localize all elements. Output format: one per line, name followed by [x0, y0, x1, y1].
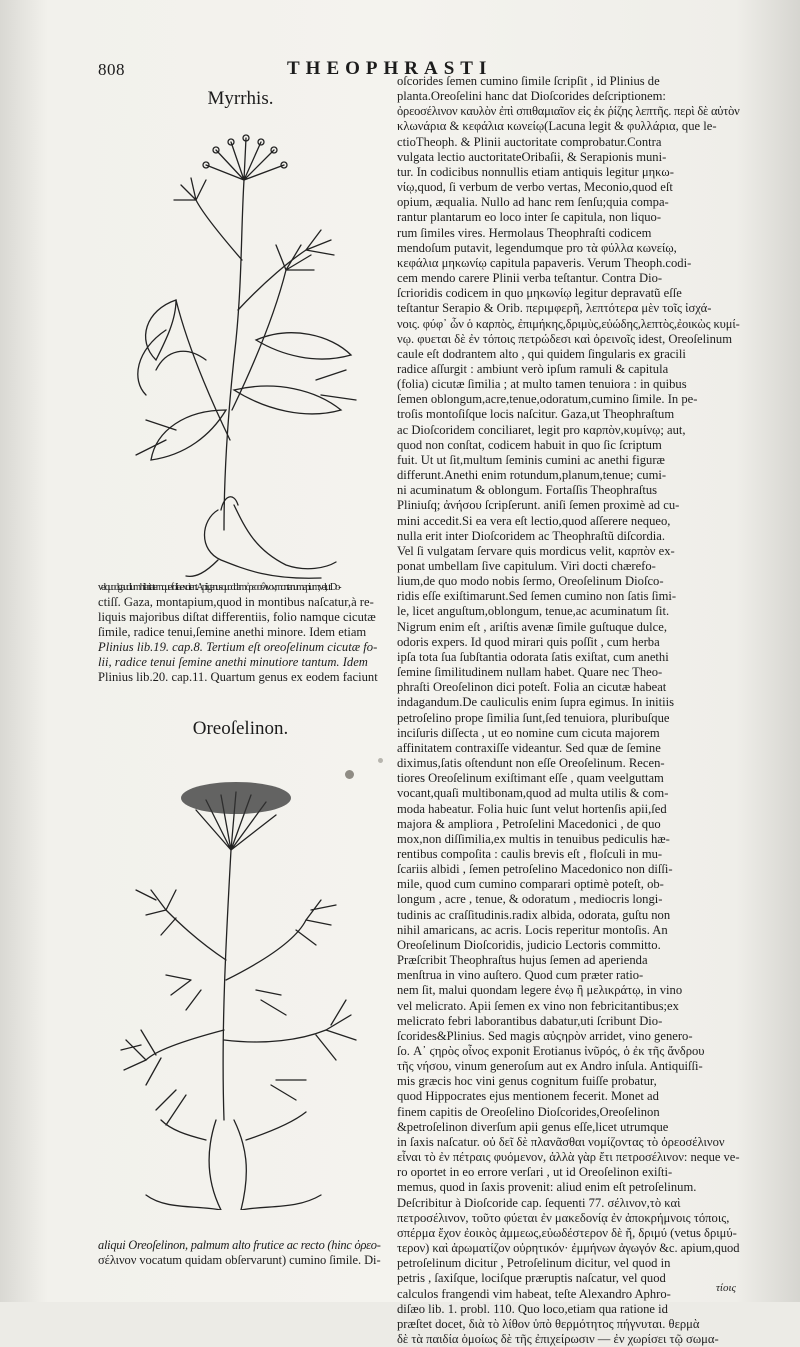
right-text-line: quod Hippocrates ejus mentionem fecerit. Monet ad: [397, 1089, 659, 1104]
right-text-line: νίῳ,quod, ſi verbum de verbo vertas, Meconio,quod eſt: [397, 180, 673, 195]
right-text-line: cem mendo carere Plinii verba teſtantur. Contra Dio-: [397, 271, 663, 286]
right-text-line: petroſelinum dicitur , Petroſelinum dicitur, vel quod in: [397, 1256, 671, 1271]
right-text-line: ſcrioridis codicem in quo μηκωνίῳ legitur depravatũ eſſe: [397, 286, 682, 301]
right-text-line: σπέρμα ἔχον ἐοικὸς ἀμμεως,εὐωδέστερον δὲ ἤ, δριμύ (vetus δριμύ-: [397, 1225, 737, 1240]
left-text-line: aliqui Oreoſelinon, palmum alto frutice ac recto (hinc ὀρεο-: [98, 1238, 381, 1252]
right-text-line: mini accedit.Si ea vera eſt lectio,quod aſſerere nequeo,: [397, 513, 671, 528]
right-text-line: diſæo lib. 1. probl. 110. Quo loco,etiam qua ratione id: [397, 1301, 668, 1316]
right-text-line: Deſcribitur à Dioſcoride cap. ſequenti 77. σέλινον,τὸ καὶ: [397, 1195, 681, 1210]
right-text-line: κλωνάρια & κεφάλια κωνείῳ(Lacuna legit & φυλλάρια, que le-: [397, 119, 717, 134]
right-text-line: κεφάλια μηκωνίῳ capitula papaveris. Verum Theoph.codi-: [397, 255, 692, 270]
right-text-line: petroſelino prope ſimilia ſunt,ſed tenuiora, pluribuſque: [397, 710, 670, 725]
right-text-line: fuit. Ut ut ſit,multum ſeminis cumini ac anethi figuræ: [397, 452, 665, 467]
right-text-line: tudinis ac craſſitudinis.radix albida, odorata, guſtu non: [397, 907, 671, 922]
right-text-line: ro oportet in eo errore verſari , ut id Oreoſelinon exiſti-: [397, 1165, 673, 1180]
ink-stain: [378, 758, 383, 763]
oreoselinon-umbel: [181, 782, 291, 850]
right-text-line: melicrato febri laborantibus dabatur,uti ſcribunt Dio-: [397, 1013, 663, 1028]
right-text-line: ὀρεοσέλινον καυλὸν ἐπὶ σπιθαμιαῖον εἰς ἐκ ῥίζης λεπτῆς. περὶ δὲ αὐτὸν: [397, 104, 740, 119]
right-text-line: diximus,ſatis oſtendunt non eſſe Oreoſelinum. Recen-: [397, 756, 665, 771]
right-text-line: majora & ampliora , Petroſelini Macedonici , de quo: [397, 816, 661, 831]
left-text-line: ctiſſ. Gaza, montapium,quod in montibus naſcatur,à re-: [98, 595, 374, 609]
right-text-line: &petroſelinon diverſum apii genus eſſe,licet utrumque: [397, 1119, 669, 1134]
right-text-line: nulla erit inter Dioſcoridem ac Theophraſtũ diſcordia.: [397, 528, 665, 543]
right-text-column: [397, 74, 740, 1347]
myrrhis-umbel: [203, 135, 287, 180]
right-text-line: memus, quod in ſaxis provenit: aliud enim eſt petroſelinum.: [397, 1180, 697, 1195]
right-text-line: in ſaxis naſcatur. οὐ δεῖ δὲ πλανᾶσθαι νομίζοντας τὸ ὀρεοσέλινον: [397, 1134, 725, 1149]
right-text-line: ac Dioſcoridem conciliaret, legit pro καρπὸν,κυμίνῳ; aut,: [397, 422, 686, 437]
right-text-line: longum , acre , tenue, & odoratum , mediocris longi-: [397, 892, 663, 907]
right-text-line: Præſcribit Theophraſtus hujus ſemen ad aperienda: [397, 953, 648, 968]
left-text-line: vel quod gaudium hilaritatemque folia excitent. Apii genus quoddam ὀρεοσέλινον,montanum apium,vel,ut Do-: [98, 582, 340, 593]
running-title: THEOPHRASTI: [287, 58, 493, 79]
left-text-line: ſimile, radice tenui,ſemine anethi minore. Idem etiam: [98, 625, 367, 639]
right-text-line: nem ſit, malui quondam legere ἐνῳ ἢ μελικράτῳ, in vino: [397, 983, 683, 998]
page-number: 808: [98, 60, 125, 79]
oreoselinon-figure: [98, 718, 383, 1210]
right-text-line: menſtrua in vino auſtero. Quod cum præter ratio-: [397, 968, 644, 983]
ink-stain: [345, 770, 354, 779]
right-text-line: teſtantur Serapio & Orib. περιμφερῆ, λεπτότερα μὲν τοῖς ἰσχά-: [397, 301, 712, 316]
right-text-line: ſcorides&Plinius. Sed magis αὐϛηρὸν arridet, vino genero-: [397, 1028, 693, 1043]
right-text-line: ipſa tota ſua ſubſtantia odorata ſatis exiſtat, cum anethi: [397, 649, 669, 664]
right-text-line: Pliniuſq; ἀνήσου ſcripſerunt. aniſi ſemen proximè ad cu-: [397, 498, 680, 513]
right-text-line: ſcariis albidi , ſemen petroſelino Macedonico non diſſi-: [397, 862, 673, 877]
right-text-line: tur. In codicibus nonnullis etiam antiquis legitur μηκω-: [397, 164, 674, 179]
right-text-line: rum ſimiles vires. Hermolaus Theophraſti codicem: [397, 225, 652, 240]
right-text-line: tiores Oreoſelinum exiſtimant eſſe , quam veelguttam: [397, 771, 664, 786]
right-text-line: mendoſum putavit, legendumque pro τὰ φύλλα κωνείῳ,: [397, 240, 677, 255]
right-text-line: calculos frangendi vim habeat, teſte Alexandro Aphro-: [397, 1286, 671, 1301]
right-text-line: petris , ſaxiſque, lociſque præruptis naſcatur, vel quod: [397, 1271, 666, 1286]
right-text-line: Vel ſi vulgatam ſervare quis mordicus velit, καρπὸν ex-: [397, 543, 675, 558]
oreoselinon-woodcut: [106, 740, 376, 1210]
right-text-line: Nigrum enim eſt , ariſtis avenæ ſimile guſtuque dulce,: [397, 619, 668, 634]
right-text-line: quod non conſtat, codicem habuit in quo ſic ſcriptum: [397, 437, 662, 452]
right-text-line: le, licet anguſtum,oblongum, tenue,ac acuminatum ſit.: [397, 604, 670, 619]
right-text-line: caule eſt dodrantem alto , qui quidem ſingularis ex gracili: [397, 346, 686, 361]
right-text-line: nihil amaricans, ac acris. Locis reperitur montoſis. An: [397, 922, 668, 937]
oreoselinon-caption: Oreoſelinon.: [192, 718, 289, 739]
right-text-line: ponat umbellam ſive capitulum. Viri docti chærefo-: [397, 559, 656, 573]
catchword: τίοις: [715, 1282, 736, 1294]
right-text-line: odoris expers. Id quod mirari quis poſſit , cum herba: [397, 634, 660, 649]
right-text-line: mile, quod cum cumino comparari optimè poteſt, ob-: [397, 877, 664, 892]
right-text-line: mis græcis hoc vini genus cognitum fuiſſe probatur,: [397, 1074, 657, 1089]
right-text-line: planta.Oreoſelini hanc dat Dioſcorides deſcriptionem:: [397, 89, 666, 104]
right-text-line: ni acuminatum & oblongum. Fortaſſis Theophraſtus: [397, 483, 658, 498]
right-text-line: vel melicrato. Apii ſemen ex vino non febricitantibus;ex: [397, 998, 679, 1013]
left-text-line: liquis majoribus diſtat differentiis, folio namque cicutæ: [98, 610, 376, 624]
myrrhis-caption: Myrrhis.: [207, 88, 274, 109]
right-text-line: τερον) καὶ ἀρωματίζον οὐρητικόν· ἐμμήνων ἀγωγόν &c. apium,quod: [397, 1241, 740, 1256]
right-text-line: vocant,quaſi multibonam,quod ad multa utilis & com-: [397, 786, 669, 801]
right-text-line: ſemine ſimilitudinem nullam habet. Quare nec Theo-: [397, 665, 663, 680]
right-text-line: moda habeatur. Folia huic ſunt velut hortenſis apii,ſed: [397, 801, 667, 816]
right-text-line: affinitatem contraxiſſe videantur. Sed quæ de ſemine: [397, 740, 661, 755]
left-text-block-2: [98, 1238, 381, 1268]
left-text-block-1: [98, 580, 381, 685]
right-text-line: δὲ τὰ παιδία ὁμοίως δὲ τῆς ἐπιχείρωσιν — ἐν χωρίσει τῷ σωμα-: [397, 1331, 719, 1346]
right-text-line: finem capitis de Oreoſelino Dioſcorides,Oreoſelinon: [397, 1104, 660, 1119]
right-text-line: opium, æqualia. Nullo ad hanc rem ſenſu;quia compa-: [397, 195, 669, 210]
myrrhis-woodcut: [106, 110, 376, 580]
right-text-line: lium,de quo modo nobis ſermo, Oreoſelinum Dioſco-: [397, 574, 664, 589]
right-text-line: εἶναι τὸ ἐν πέτραις φυόμενον, ἀλλὰ γὰρ ἔτι πετροσέλινον: neque ve-: [397, 1150, 740, 1165]
left-text-line: lii, radice tenui ſemine anethi minutiore tantum. Idem: [98, 655, 368, 669]
right-text-line: τῆς νήσου, vinum generoſum aut ex Andro inſula. Antiquiſſi-: [397, 1059, 703, 1074]
right-text-line: phraſti Oreoſelinon dici poteſt. Folia an cicutæ habeat: [397, 680, 667, 695]
myrrhis-figure: [98, 88, 383, 580]
right-text-line: radice aſſurgit : ambiunt verò ipſum ramuli & capitula: [397, 361, 669, 376]
right-text-line: rentibus compoſita : caulis brevis eſt , floſculi in mu-: [397, 846, 663, 861]
left-text-line: Plinius lib.20. cap.11. Quartum genus ex eodem faciunt: [98, 670, 378, 684]
right-text-line: (folia) cicutæ ſimilia ; at multo tamen tenuiora : in quibus: [397, 377, 687, 392]
left-text-line: Plinius lib.19. cap.8. Tertium eſt oreoſelinum cicutæ fo-: [98, 640, 378, 654]
right-text-line: oſcorides ſemen cumino ſimile ſcripſit , id Plinius de: [397, 74, 660, 88]
right-text-line: νοις. φύφ᾽ ὧν ὁ καρπὸς, ἐπιμήκης,δριμὺς,εὐώδης,λεπτὸς,ἐοικὼς κυμί-: [397, 316, 740, 331]
right-text-line: Oreoſelinum Dioſcoridis, judicio Lectoris committo.: [397, 937, 661, 952]
right-text-line: rantur plantarum eo loco inter ſe capitula, non liquo-: [397, 210, 662, 225]
right-text-line: indagandum.De cauliculis enim ſupra egimus. In initiis: [397, 695, 675, 710]
right-text-line: differunt.Anethi enim rotundum,planum,tenue; cumi-: [397, 468, 667, 483]
right-text-line: mox,non diſſimilia,ex multis in tenuibus pediculis hæ-: [397, 831, 670, 846]
right-text-line: ctioTheoph. & Plinii auctoritate comprobatur.Contra: [397, 134, 662, 149]
right-text-line: νῳ. φυεται δὲ ἐν τόποις πετρώδεσι καὶ ὀρεινοῖς idest, Oreoſelinum: [397, 331, 733, 346]
left-text-line: σέλινον vocatum quidam obſervarunt) cumino ſimile. Di-: [98, 1253, 381, 1267]
right-text-line: πετροσέλινον, τοῦτο φύεται ἐν μακεδονίᾳ ἐν ἀποκρήμνοις τόποις,: [397, 1210, 730, 1225]
right-text-line: inciſuris diſſecta , ut eo nomine cum cicuta majorem: [397, 725, 660, 740]
right-text-line: vulgata lectio auctoritateOribaſii, & Serapionis muni-: [397, 149, 667, 164]
right-text-line: præſtet docet, διὰ τὸ λίθον ὑπὸ θερμότητος πήγνυται. θερμὰ: [397, 1316, 700, 1331]
right-text-line: troſis montoſiſque locis naſcitur. Gaza,ut Theophraſtum: [397, 407, 675, 422]
right-text-line: ſemen oblongum,acre,tenue,odoratum,cumino ſimile. In pe-: [397, 392, 698, 407]
right-text-line: ſo. Α᾽ ϛηρὸς οἶνος exponit Erotianus ἰνῦρός, ὁ ἐκ τῆς ἄνδρου: [397, 1044, 705, 1058]
right-text-line: ridis eſſe exiſtimarunt.Sed ſemen cumino non ſatis ſimi-: [397, 589, 677, 604]
